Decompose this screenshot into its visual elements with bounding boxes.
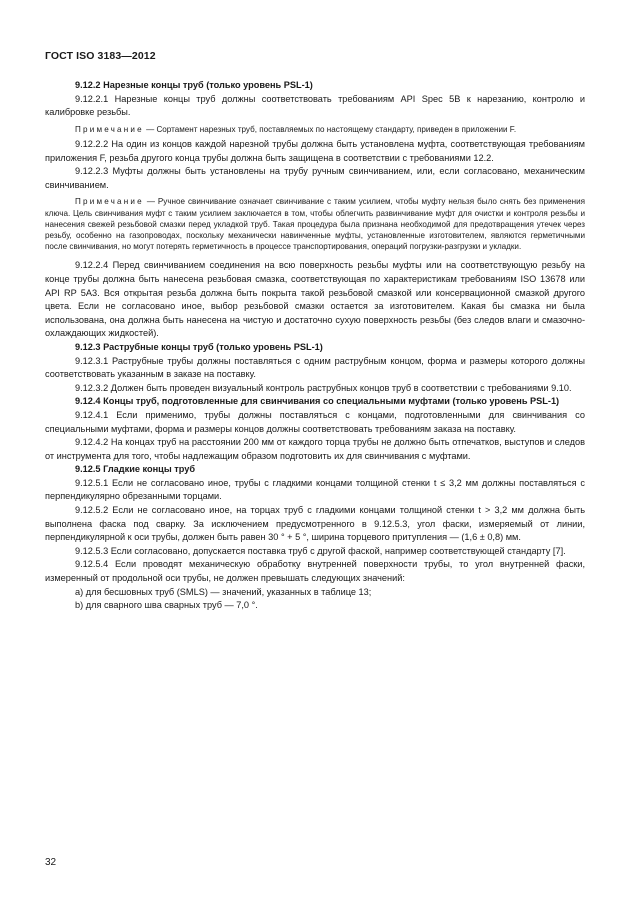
paragraph-9-12-2-4: 9.12.2.4 Перед свинчиванием соединения на всю поверхность резьбы муфты или на соответствующую резьбу на конце трубы должна быть нанесена резьбовая смазка, соответствующая по характеристикам требованиям ISO 13678 или API RP 5A3. Вся открытая резьба должна быть покрыта такой резьбовой смазкой или консервационной смазкой другого цвета. Если не согласовано иное, выбор резьбовой смазки остается за изготовителем. Какая бы смазка ни была использована, она должна быть нанесена на чистую и достаточно сухую поверхность резьбы (без следов влаги и смазочно-охлаждающих жидкостей). — [45, 260, 585, 339]
note-label: Примечание — [75, 124, 144, 134]
note-9-12-2-1 — [45, 124, 585, 135]
paragraph-9-12-2-2: 9.12.2.2 На один из концов каждой нарезной трубы должна быть установлена муфта, соответствующая требованиям приложения F, резьба другого конца трубы должна быть защищена в соответствии с требованиями 12.2. — [45, 138, 585, 163]
paragraph-9-12-5-1: 9.12.5.1 Если не согласовано иное, трубы с гладкими концами толщиной стенки t ≤ 3,2 мм должны поставляться с перпендикулярно обрезанными торцами. — [45, 477, 585, 502]
document-header: ГОСТ ISO 3183—2012 — [45, 50, 156, 62]
document-body — [45, 79, 585, 613]
paragraph-9-12-5-4: 9.12.5.4 Если проводят механическую обработку внутренней поверхности трубы, то угол внутренней фаски, измеренный от продольной оси трубы, не должен превышать следующих значений: — [45, 559, 585, 584]
paragraph-9-12-4-1: 9.12.4.1 Если применимо, трубы должны поставляться с концами, подготовленными для свинчивания со специальными муфтами, форма и размеры концов должны соответствовать требованиям заказа на поставку. — [45, 409, 585, 434]
page-number: 32 — [45, 857, 57, 868]
paragraph-9-12-5-3: 9.12.5.3 Если согласовано, допускается поставка труб с другой фаской, например соответствующей стандарту [7]. — [75, 545, 566, 556]
note-text: — Сортамент нарезных труб, поставляемых по настоящему стандарту, приведен в приложении F. — [143, 124, 517, 134]
section-heading-9-12-4: 9.12.4 Концы труб, подготовленные для свинчивания со специальными муфтами (только уровень PSL-1) — [75, 396, 560, 407]
list-item-a: a) для бесшовных труб (SMLS) — значений, указанных в таблице 13; — [75, 586, 372, 597]
paragraph-9-12-3-2: 9.12.3.2 Должен быть проведен визуальный контроль раструбных концов труб в соответствии с требованиями 9.10. — [75, 382, 572, 393]
paragraph-9-12-2-1: 9.12.2.1 Нарезные концы труб должны соответствовать требованиям API Spec 5B к нарезанию, контролю и калибровке резьбы. — [45, 93, 585, 118]
section-heading-9-12-2: 9.12.2 Нарезные концы труб (только уровень PSL-1) — [75, 80, 313, 90]
section-heading-9-12-5: 9.12.5 Гладкие концы труб — [75, 464, 195, 475]
paragraph-9-12-5-2: 9.12.5.2 Если не согласовано иное, на торцах труб с гладкими концами толщиной стенки t > 3,2 мм должна быть выполнена фаска под сварку. За исключением предусмотренного в 9.12.5.3, угол фаски, измеряемый от линии, перпендикулярной к оси трубы, должен быть равен 30 ° + 5 °, ширина торцевого притупления — (1,6 ± 0,8) мм. — [45, 505, 585, 543]
paragraph-9-12-4-2: 9.12.4.2 На концах труб на расстоянии 200 мм от каждого торца трубы не должно быть отпечатков, выступов и следов от инструмента для того, чтобы надлежащим образом подготовить их для свинчивания с муфтами. — [45, 437, 585, 461]
paragraph-9-12-3-1: 9.12.3.1 Раструбные трубы должны поставляться с одним раструбным концом, форма и размеры которого должны соответствовать указанным в заказе на поставку. — [45, 355, 585, 380]
note-9-12-2-3 — [45, 196, 585, 252]
list-item-b: b) для сварного шва сварных труб — 7,0 °. — [75, 600, 258, 611]
section-heading-9-12-3: 9.12.3 Раструбные концы труб (только уровень PSL-1) — [75, 341, 323, 352]
paragraph-9-12-2-3: 9.12.2.3 Муфты должны быть установлены на трубу ручным свинчиванием, или, если согласовано, механическим свинчиванием. — [45, 166, 585, 190]
note-text: — Ручное свинчивание означает свинчивание с таким усилием, чтобы муфту нельзя было снять без применения ключа. Цель свинчивания муфт с таким усилием заключается в том, чтобы облегчить развинчивание муфт для очистки и контроля резьбы и нанесения свежей резьбовой смазки перед укладкой труб. Такая процедура была признана необходимой для предотвращения утечек через резьбу, особенно на газопроводах, поскольку механически навинченные муфты, установленные изготовителем, являются герметичными после свинчивания, но могут потерять герметичность в процессе транспортирования, операций погрузки-разгрузки и укладки. — [45, 197, 585, 252]
note-label: Примечание — [75, 197, 144, 207]
